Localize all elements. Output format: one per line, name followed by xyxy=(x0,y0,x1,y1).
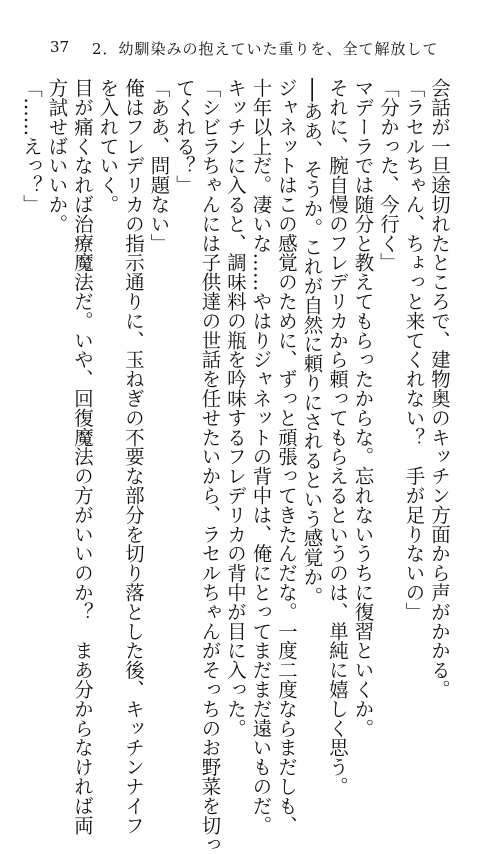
text-line: 会話が一旦途切れたところで、建物奥のキッチン方面から声がかかる。 xyxy=(428,78,451,699)
text-line: 「ラセルちゃん、ちょっと来てくれない？ 手が足りないの」 xyxy=(402,78,426,622)
text-line: 「分かった、今行く」 xyxy=(377,78,400,272)
body-text xyxy=(19,78,453,854)
text-line: 「ああ、問題ない」 xyxy=(147,78,171,253)
page-number: 37 xyxy=(50,38,70,56)
page-header xyxy=(0,0,500,80)
text-line: 「……えっ？」 xyxy=(20,78,43,214)
text-line: ──ああ、そうか。これが自然に頼りにされるという感覚か。 xyxy=(300,78,324,606)
text-line: 目が痛くなれば治療魔法だ。いや、回復魔法の方がいいのか？ まあ分からなければ両 xyxy=(71,78,94,835)
chapter-title: 2．幼馴染みの抱えていた重りを、全て解放して xyxy=(92,40,439,58)
text-line: 「シビラちゃんには子供達の世話を任せたいから、ラセルちゃんがそっちのお野菜を切っ xyxy=(198,78,222,854)
text-line: 十年以上だ。凄いな……やはりジャネットの背中は、俺にとってまだまだ遠いものだ。 xyxy=(249,78,273,835)
text-line: キッチンに入ると、調味料の瓶を吟味するフレデリカの背中が目に入った。 xyxy=(224,78,247,738)
text-line: を入れていく。 xyxy=(96,78,120,214)
text-line: 方試せばいいか。 xyxy=(45,78,69,234)
text-line: 俺はフレデリカの指示通りに、玉ねぎの不要な部分を切り落とした後、キッチンナイフ xyxy=(122,78,145,835)
text-line: それに、腕自慢のフレデリカから頼ってもらえるというのは、単純に嬉しく思う。 xyxy=(326,78,349,796)
text-line: マデーラでは随分と教えてもらったからな。忘れないうちに復習といくか。 xyxy=(351,78,375,738)
text-line: ジャネットはこの感覚のために、ずっと頑張ってきたんだな。一度二度ならまだしも、 xyxy=(275,78,298,835)
text-line: てくれる？」 xyxy=(173,78,196,195)
